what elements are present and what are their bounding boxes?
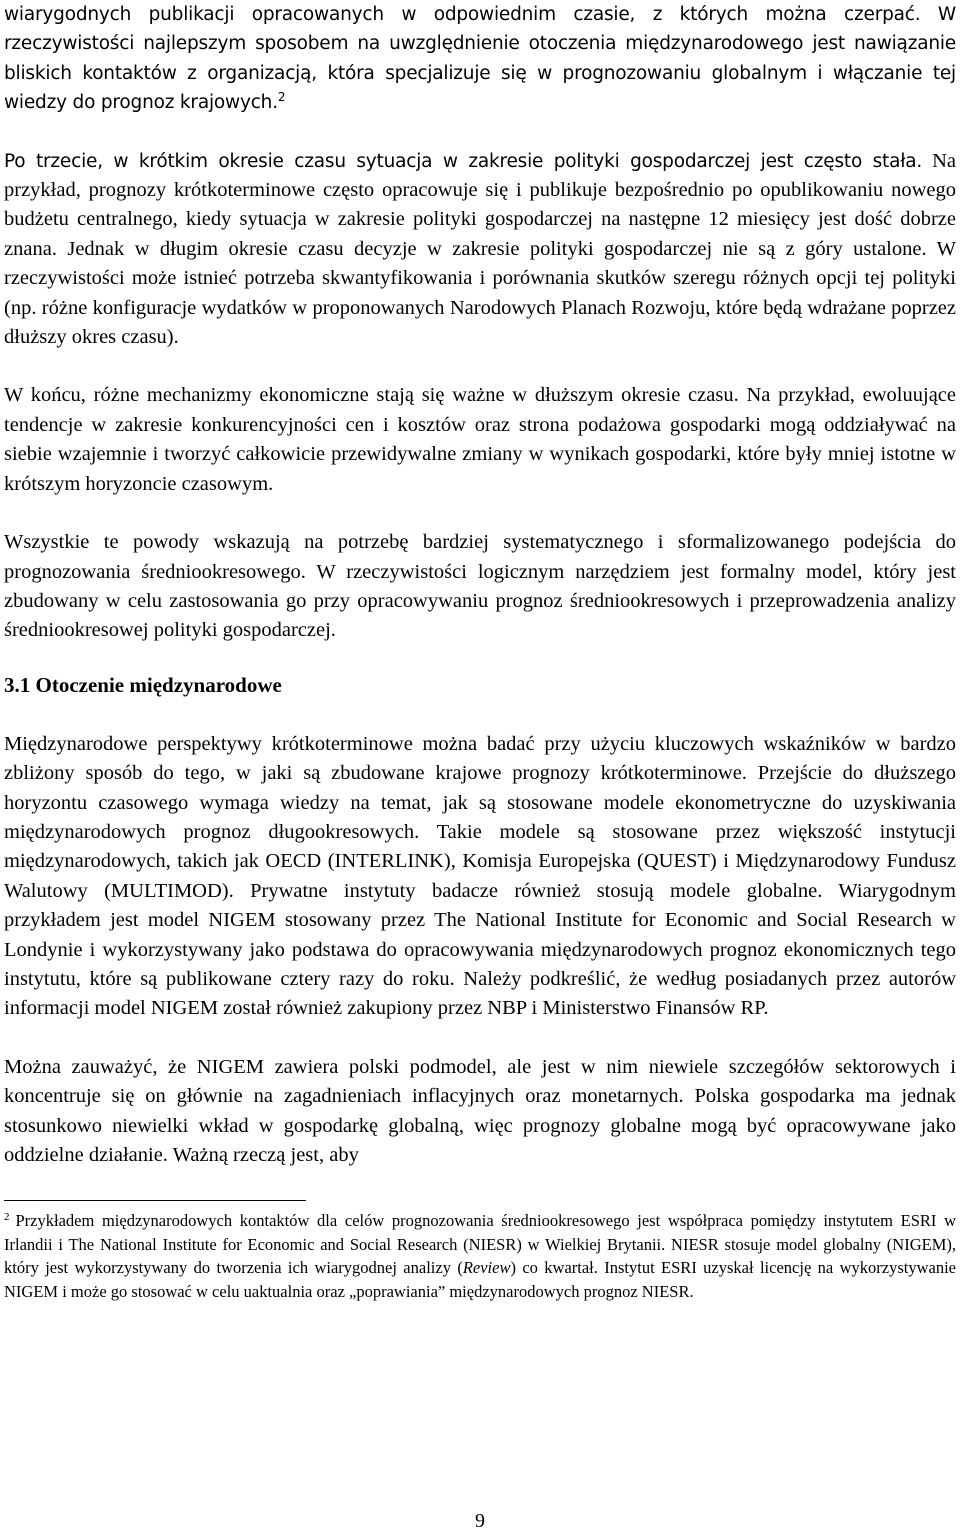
paragraph-5: Międzynarodowe perspektywy krótkoterminowe można badać przy użyciu kluczowych wskaźników w bardzo zbliżony sposób do tego, w jaki są zbudowane krajowe prognozy krótkoterminowe. Przejście do dłuższego horyzontu czasowego wymaga wiedzy na temat, jak są stosowane modele ekonometryczne do uzyskiwania międzynarodowych prognoz długookresowych. Takie modele są stosowane przez większość instytucji międzynarodowych, takich jak OECD (INTERLINK), Komisja Europejska (QUEST) i Międzynarodowy Fundusz Walutowy (MULTIMOD). Prywatne instytuty badacze również stosują modele globalne. Wiarygodnym przykładem jest model NIGEM stosowany przez The National Institute for Economic and Social Research w Londynie i wykorzystywany jako podstawa do opracowywania międzynarodowych prognoz ekonomicznych tego instytutu, które są publikowane cztery razy do roku. Należy podkreślić, że według posiadanych przez autorów informacji model NIGEM został również zakupiony przez NBP i Ministerstwo Finansów RP. (4, 732, 956, 1020)
footnote-text-before: Przykładem międzynarodowych kontaktów dla celów prognozowania średniookresowego jest współpraca pomiędzy instytutem ESRI w Irlandii i The National Institute for Economic and Social Research (NIESR) w Wielkiej Brytanii. NIESR stosuje model globalny (NIGEM), który jest wykorzystywany do tworzenia ich wiarygodnej analizy ( (4, 1211, 956, 1278)
footnote-text-after: ) co kwartał. Instytut ESRI uzyskał licencję na wykorzystywanie NIGEM i może go stosować w celu uaktualnia oraz „poprawiania” międzynarodowych prognoz NIESR. (4, 1258, 956, 1301)
footnote-italic: Review (462, 1258, 511, 1278)
page-number: 9 (475, 1510, 485, 1532)
footnote-number: 2 (4, 1210, 10, 1223)
paragraph-4: Wszystkie te powody wskazują na potrzebę bardziej systematycznego i sformalizowanego podejścia do prognozowania średniookresowego. W rzeczywistości logicznym narzędziem jest formalny model, który jest zbudowany w celu zastosowania go przy opracowywaniu prognoz średniookresowych i przeprowadzenia analizy średniookresowej polityki gospodarczej. (4, 531, 956, 642)
paragraph-2-serif-part: Na przykład, prognozy krótkoterminowe często opracowuje się i publikuje bezpośrednio po opublikowaniu nowego budżetu centralnego, kiedy sytuacja w zakresie polityki gospodarczej na następne 12 miesięcy jest dość dobrze znana. Jednak w długim okresie czasu decyzje w zakresie polityki gospodarczej nie są z góry ustalone. W rzeczywistości może istnieć potrzeba skwantyfikowania i porównania skutków szeregu różnych opcji tej polityki (np. różne konfiguracje wydatków w proponowanych Narodowych Planach Rozwoju, które będą wdrażane poprzez dłuższy okres czasu). (4, 149, 956, 349)
paragraph-1-text: wiarygodnych publikacji opracowanych w odpowiednim czasie, z których można czerpać. W rzeczywistości najlepszym sposobem na uwzględnienie otoczenia międzynarodowego jest nawiązanie bliskich kontaktów z organizacją, która specjalizuje się w prognozowaniu globalnym i włączanie tej wiedzy do prognoz krajowych. (4, 4, 956, 114)
footnote-2 (4, 1209, 956, 1303)
section-heading: 3.1 Otoczenie międzynarodowe (4, 672, 282, 697)
paragraph-1 (4, 0, 956, 118)
paragraph-3: W końcu, różne mechanizmy ekonomiczne stają się ważne w dłuższym okresie czasu. Na przykład, ewoluujące tendencje w zakresie konkurencyjności cen i kosztów oraz strona podażowa gospodarki mogą oddziaływać na siebie wzajemnie i tworzyć całkowicie przewidywalne zmiany w wynikach gospodarki, które były mniej istotne w krótszym horyzoncie czasowym. (4, 384, 956, 495)
document-page (4, 0, 956, 1303)
paragraph-2 (4, 147, 956, 353)
footnote-ref-2[interactable]: 2 (277, 90, 286, 105)
paragraph-2-sans-part: Po trzecie, w krótkim okresie czasu sytuacja w zakresie polityki gospodarczej jest często stała. (4, 150, 923, 172)
paragraph-6: Można zauważyć, że NIGEM zawiera polski podmodel, ale jest w nim niewiele szczegółów sektorowych i koncentruje się on głównie na zagadnieniach inflacyjnych oraz monetarnych. Polska gospodarka ma jednak stosunkowo niewielki wkład w gospodarkę globalną, więc prognozy globalne mogą być opracowywane jako oddzielne działanie. Ważną rzeczą jest, aby (4, 1055, 956, 1166)
